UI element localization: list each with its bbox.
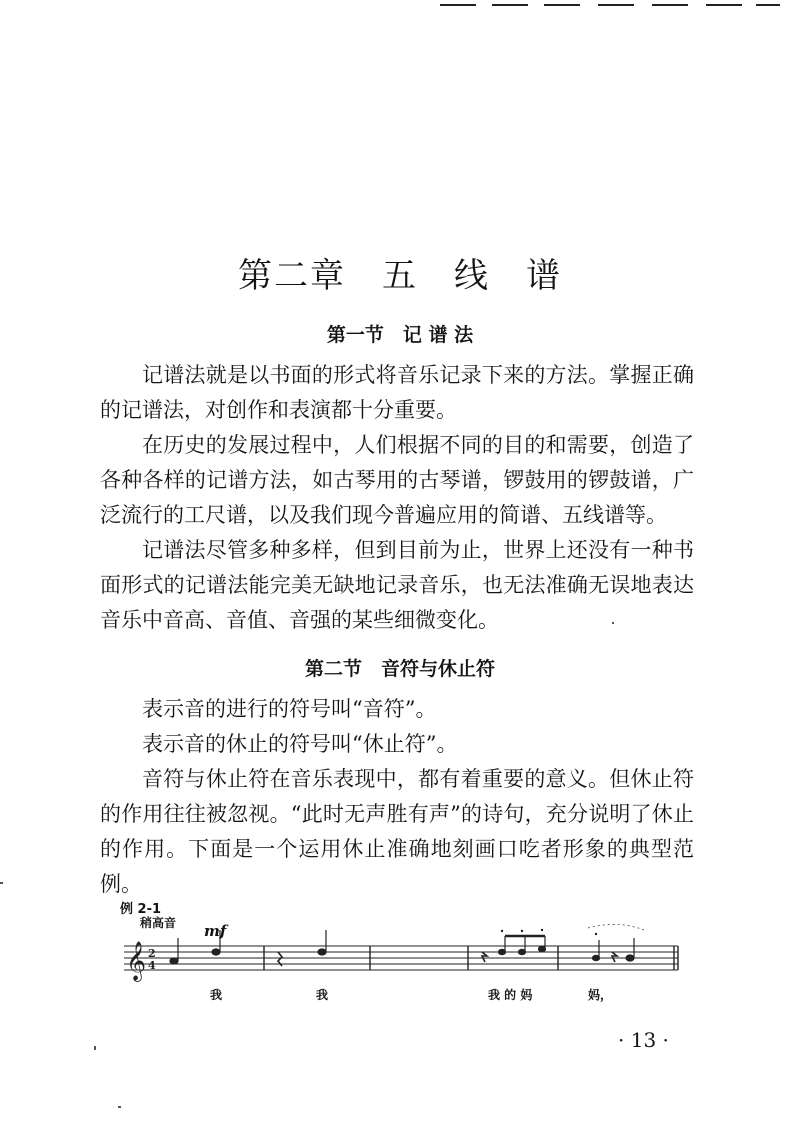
lyric-2: 我 <box>316 988 329 1002</box>
paragraph-2: 在历史的发展过程中，人们根据不同的目的和需要，创造了各种各样的记谱方法，如古琴用的古琴谱，锣鼓用的锣鼓谱，广泛流行的工尺谱，以及我们现今普遍应用的简谱、五线谱等。 <box>100 433 694 527</box>
music-example <box>118 912 688 1008</box>
top-edge-rules <box>440 4 780 10</box>
lyric-4: 妈， <box>588 988 613 1002</box>
dynamic-marking: mf <box>204 922 227 940</box>
lyric-3: 我 的 妈 <box>488 988 533 1002</box>
paragraph-3: 记谱法尽管多种多样，但到目前为止，世界上还没有一种书面形式的记谱法能完美无缺地记录音乐，也无法准确无误地表达音乐中音高、音值、音强的某些细微变化。 <box>100 538 694 632</box>
scan-speck <box>94 1046 96 1050</box>
staccato-marks <box>501 929 597 935</box>
chapter-title: 第二章 五 线 谱 <box>238 256 562 296</box>
paragraph-4: 表示音的进行的符号叫“音符”。 <box>142 697 437 721</box>
scan-speck <box>0 882 3 884</box>
treble-clef-icon: 𝄞 <box>126 941 147 981</box>
section-2-title: 第二节 音符与休止符 <box>304 658 495 680</box>
time-signature-lower: 4 <box>148 959 156 972</box>
lyric-1: 我 <box>210 988 223 1002</box>
section-1-title: 第一节 记 谱 法 <box>326 324 474 346</box>
paragraph-1: 记谱法就是以书面的形式将音乐记录下来的方法。掌握正确的记谱法，对创作和表演都十分重要。 <box>100 363 694 422</box>
paragraph-6: 音符与休止符在音乐表现中，都有着重要的意义。但休止符的作用往往被忽视。“此时无声胜有声”的诗句，充分说明了休止的作用。下面是一个运用休止准确地刻画口吃者形象的典型范例。 <box>100 767 694 896</box>
time-signature: 2 <box>148 947 156 960</box>
scan-speck <box>118 1106 121 1108</box>
tempo-marking: 稍高音 <box>140 916 177 930</box>
example-label: 例 2-1 <box>120 902 162 917</box>
page-number: · 13 · <box>618 1028 669 1052</box>
paragraph-5: 表示音的休止的符号叫“休止符”。 <box>142 732 458 756</box>
slur <box>588 924 644 930</box>
scan-speck <box>612 622 614 624</box>
notes <box>170 930 634 964</box>
